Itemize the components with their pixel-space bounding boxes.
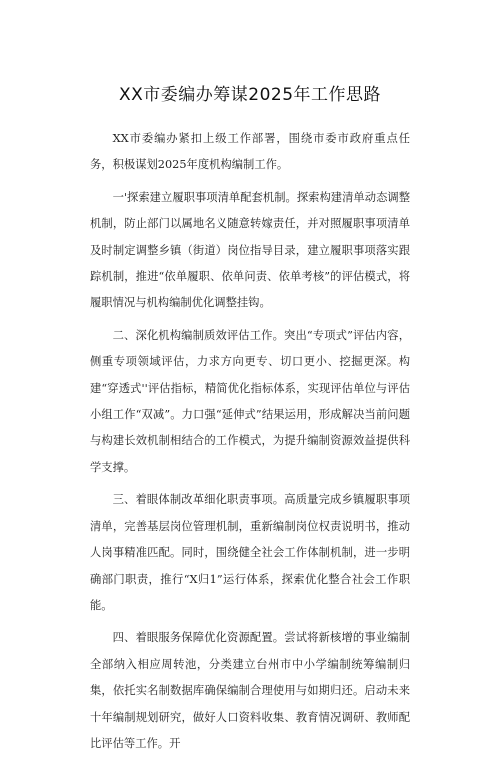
section-3-paragraph: 三、着眼体制改革细化职责事项。高质量完成乡镇履职事项清单，完善基层岗位管理机制，重新编制岗位权责说明书，推动人岗事精准匹配。同时，围绕健全社会工作体制机制，进一步明确部门职责，推行“X归1”运行体系，探索优化整合社会工作职能。: [90, 493, 410, 612]
section-4-paragraph: 四、着眼服务保障优化资源配置。尝试将新核增的事业编制全部纳入相应周转池，分类建立台州市中小学编制统筹编制归集，依托实名制数据库确保编制合理使用与如期归还。启动未来十年编制规划研究，做好人口资料收集、教育情况调研、教师配比评估等工作。开: [90, 631, 410, 750]
document-title: XX市委编办筹谋2025年工作思路: [118, 85, 382, 105]
section-2-paragraph: 二、深化机构编制质效评估工作。突出“专项式”评估内容，侧重专项领域评估，力求方向更专、切口更小、挖掘更深。构建“穿透式''评估指标，精简优化指标体系，实现评估单位与评估小组工作“双减”。力口强“延伸式”结果运用，形成解决当前问题与构建长效机制相结合的工作模式，为提升编制资源效益提供科学支撑。: [90, 328, 410, 474]
section-1-paragraph: 一'探索建立履职事项清单配套机制。探索构建清单动态调整机制，防止部门以属地名义随意转嫁责任，并对照履职事项清单及时制定调整乡镇（街道）岗位指导目录，建立履职事项落实跟踪机制，推进“依单履职、依单问责、依单考核”的评估模式，将履职情况与机构编制优化调整挂钩。: [90, 190, 410, 310]
document-body: [90, 126, 410, 763]
intro-paragraph: XX市委编办紧扣上级工作部署，围绕市委市政府重点任务，积极谋划2025年度机构编制工作。: [90, 132, 410, 172]
